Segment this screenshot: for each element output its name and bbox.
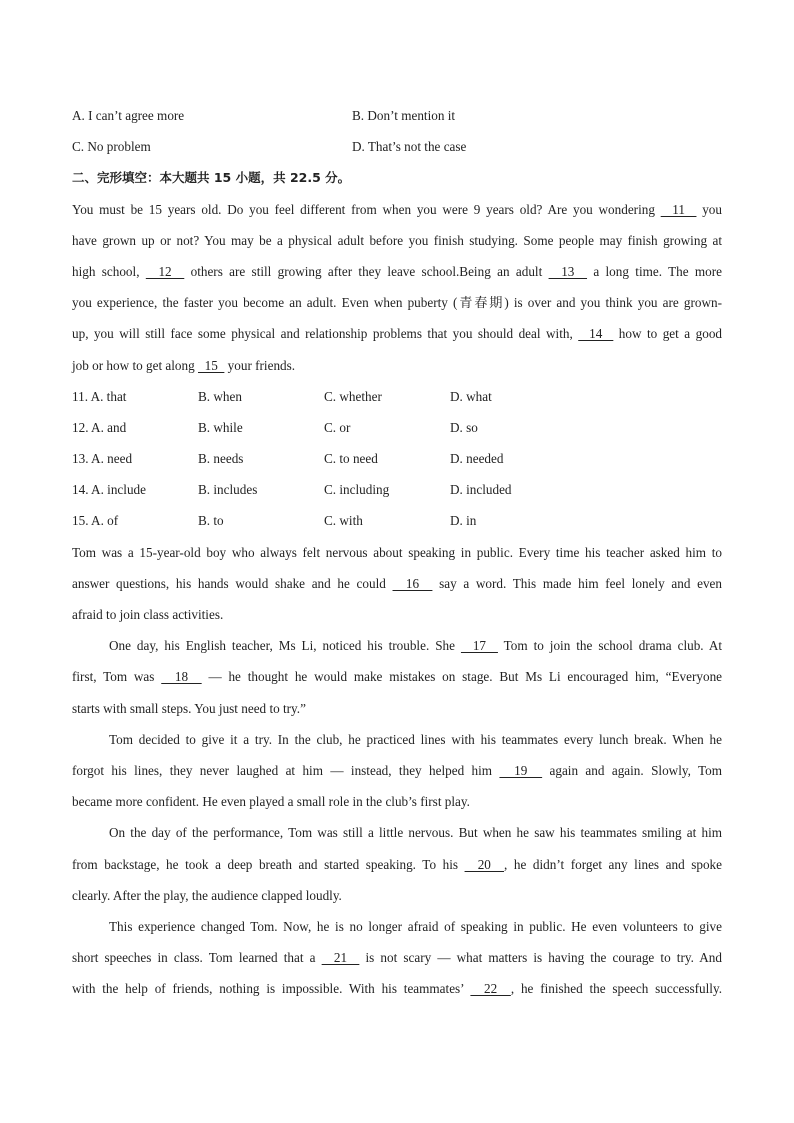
option: C. whether [324, 388, 382, 404]
blank-12: 12 [145, 263, 185, 279]
passage1-line: have grown up or not? You may be a physical adult before you finish studying. Some people may finish growing at [72, 232, 722, 248]
q10-option-b: B. Don’t mention it [352, 108, 456, 123]
blank-15: 15 [198, 357, 225, 373]
blank-14: 14 [578, 326, 614, 342]
option: 12. A. and [72, 419, 127, 435]
passage2-line: clearly. After the play, the audience clapped loudly. [72, 887, 342, 903]
option: C. with [324, 513, 363, 529]
passage1-line: high school, 12 others are still growing after they leave school.Being an adult 13 a long time. The more [72, 263, 723, 279]
option: 14. A. include [72, 482, 146, 498]
options-row-15 [72, 505, 722, 536]
option: C. including [324, 482, 390, 498]
blank-22: 22 [470, 981, 511, 997]
passage1-line: up, you will still face some physical and relationship problems that you should deal with, 14 how to get a good [72, 326, 723, 342]
passage2-line: answer questions, his hands would shake and he could 16 say a word. This made him feel lonely and even [72, 575, 722, 591]
passage2-line: Tom was a 15-year-old boy who always felt nervous about speaking in public. Every time his teacher asked him to [72, 544, 722, 560]
options-row-13 [72, 443, 722, 474]
passage2-line: One day, his English teacher, Ms Li, noticed his trouble. She 17 Tom to join the school drama club. At [109, 638, 723, 654]
q10-options-row-2 [72, 131, 722, 162]
options-row-12 [72, 412, 722, 443]
section-2-heading: 二、完形填空：本大题共 15 小题，共 22.5 分。 [72, 170, 351, 186]
option: C. or [324, 419, 351, 435]
blank-11: 11 [660, 201, 697, 217]
option: D. what [450, 388, 492, 404]
passage1-line: you experience, the faster you become an adult. Even when puberty (青春期) is over and you think you are grown- [72, 295, 722, 311]
blank-18: 18 [161, 669, 202, 685]
passage2-line: from backstage, he took a deep breath and started speaking. To his 20 , he didn’t forget any lines and spoke [72, 856, 723, 872]
option: D. so [450, 419, 478, 435]
q10-option-a: A. I can’t agree more [72, 108, 185, 123]
blank-17: 17 [460, 638, 498, 654]
blank-16: 16 [392, 575, 433, 591]
blank-21: 21 [321, 950, 360, 966]
option: B. when [198, 388, 242, 404]
options-row-14 [72, 474, 722, 505]
passage2-line: afraid to join class activities. [72, 607, 224, 622]
passage2-line: with the help of friends, nothing is impossible. With his teammates’ 22 , he finished the speech successfully. [72, 981, 723, 997]
q10-option-c: C. No problem [72, 139, 151, 155]
blank-13: 13 [548, 263, 588, 279]
passage2-line: This experience changed Tom. Now, he is no longer afraid of speaking in public. He even volunteers to give [109, 918, 722, 934]
passage2-line: became more confident. He even played a small role in the club’s first play. [72, 794, 470, 810]
passage2-line: On the day of the performance, Tom was still a little nervous. But when he saw his teammates smiling at him [109, 825, 722, 841]
passage2-line: Tom decided to give it a try. In the club, he practiced lines with his teammates every lunch break. When he [109, 731, 722, 747]
passage2-line: starts with small steps. You just need to try.” [72, 700, 306, 716]
passage1-line: job or how to get along 15 your friends. [72, 357, 296, 373]
option: D. included [450, 482, 512, 498]
option: 15. A. of [72, 513, 119, 529]
option: D. needed [450, 451, 504, 467]
option: D. in [450, 513, 477, 529]
passage2-line: forgot his lines, they never laughed at him — instead, they helped him 19 again and again. Slowly, Tom [72, 762, 723, 778]
option: B. to [198, 513, 224, 529]
options-row-11 [72, 381, 722, 412]
passage2-line: short speeches in class. Tom learned that a 21 is not scary — what matters is having the courage to try. And [72, 950, 722, 966]
option: 11. A. that [72, 388, 127, 404]
exam-page [72, 100, 722, 1004]
q10-option-d: D. That’s not the case [352, 139, 467, 155]
q10-options-row-1 [72, 100, 722, 131]
option: C. to need [324, 451, 378, 467]
option: B. includes [198, 482, 258, 498]
option: 13. A. need [72, 451, 133, 467]
blank-20: 20 [464, 856, 505, 872]
passage1-line: You must be 15 years old. Do you feel different from when you were 9 years old? Are you wondering 11 you [72, 201, 722, 217]
option: B. needs [198, 451, 244, 467]
blank-19: 19 [499, 762, 543, 778]
passage2-line: first, Tom was 18 — he thought he would make mistakes on stage. But Ms Li encouraged him, “Everyone [72, 669, 723, 685]
option: B. while [198, 419, 243, 435]
